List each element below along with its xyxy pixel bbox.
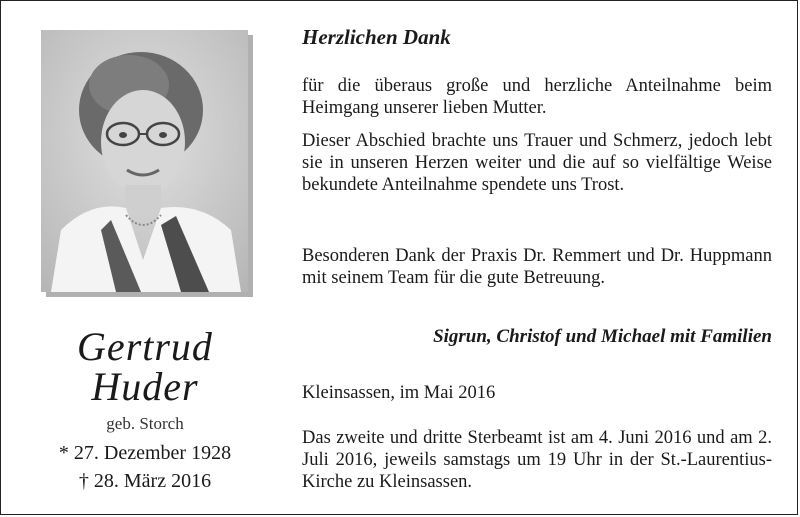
portrait-photo: [41, 30, 248, 292]
memorial-mass-paragraph: Das zweite und dritte Sterbeamt ist am 4. Juni 2016 und am 2. Juli 2016, jeweils samstags um 19 Uhr in der St.-Laurentius-Kirche zu Kleinsassen.: [302, 428, 772, 492]
special-thanks-paragraph: Besonderen Dank der Praxis Dr. Remmert und Dr. Huppmann mit seinem Team für die gute Betreuung.: [302, 246, 772, 288]
farewell-paragraph: Dieser Abschied brachte uns Trauer und Schmerz, jedoch lebt sie in unseren Herzen weiter und die auf so vielfältige Weise bekundete Anteilnahme spendete uns Trost.: [302, 131, 772, 195]
signers-line: Sigrun, Christof und Michael mit Familien: [433, 326, 772, 347]
birth-date: * 27. Dezember 1928: [58, 442, 232, 464]
death-date: † 28. März 2016: [78, 470, 212, 492]
place-date: Kleinsassen, im Mai 2016: [302, 383, 496, 403]
deceased-last-name: Huder: [91, 364, 199, 409]
notice-heading: Herzlichen Dank: [302, 25, 451, 49]
portrait-image: [41, 30, 248, 292]
maiden-name: geb. Storch: [106, 414, 184, 433]
deceased-first-name: Gertrud: [77, 324, 213, 369]
thanks-paragraph: für die überaus große und herzliche Anteilnahme beim Heimgang unserer lieben Mutter.: [302, 76, 772, 118]
